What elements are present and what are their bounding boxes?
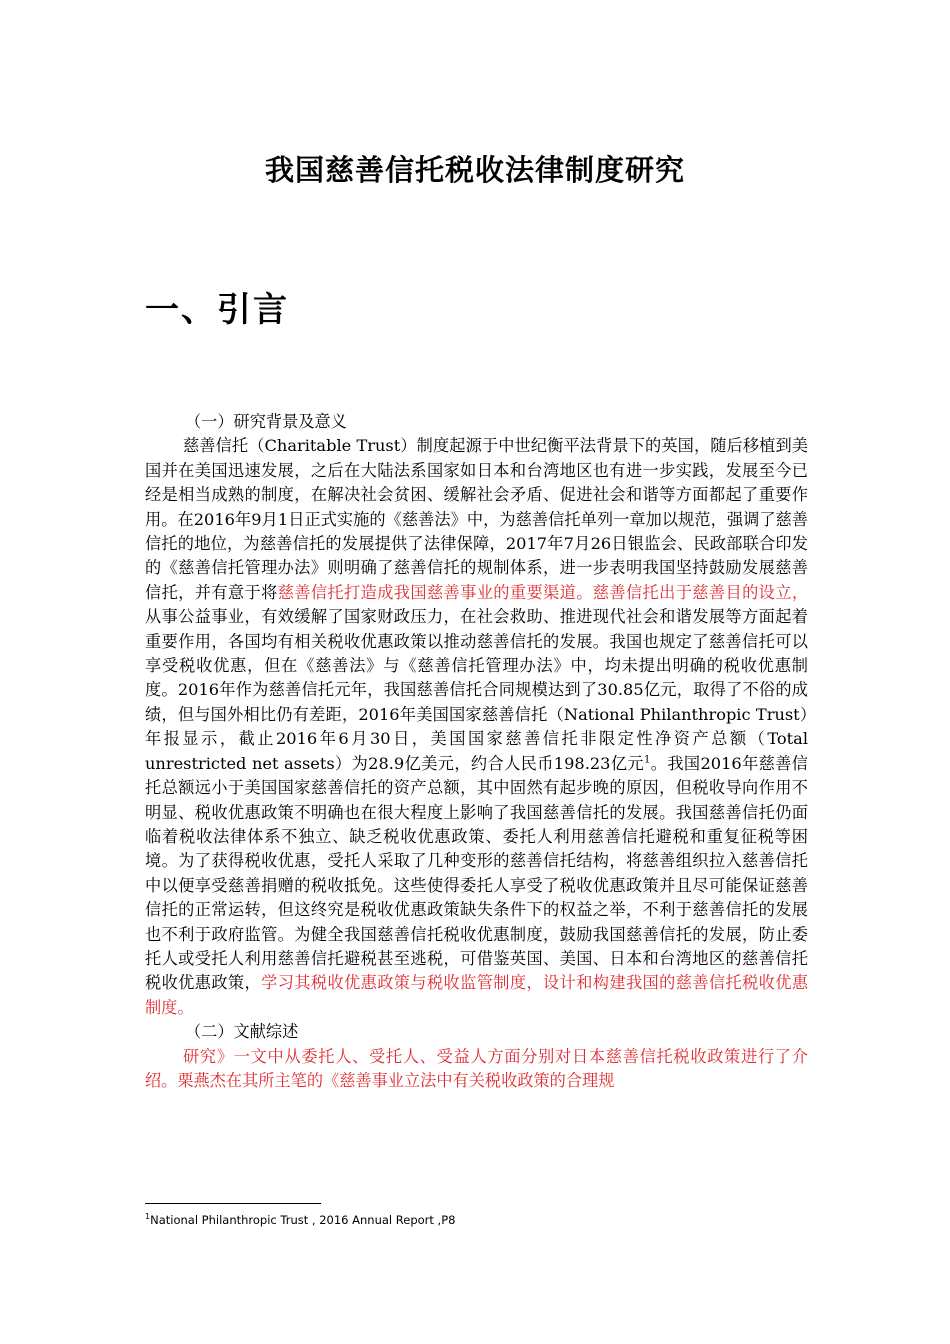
subheading-background: （一）研究背景及意义 (185, 412, 347, 431)
footnote-separator (145, 1203, 321, 1204)
footnote (145, 1212, 455, 1227)
section-heading-introduction: 一、引言 (145, 290, 289, 330)
footnote-number: 1 (145, 1212, 151, 1221)
highlighted-text: 慈善信托打造成我国慈善事业的重要渠道。慈善信托出于慈善目的设立， (277, 582, 809, 602)
paragraph-text: 从事公益事业，有效缓解了国家财政压力，在社会救助、推进现代社会和谐发展等方面起着重要作用，各国均有相关税收优惠政策以推动慈善信托的发展。我国也规定了慈善信托可以享受税收优惠，但在《慈善法》与《慈善信托管理办法》中，均未提出明确的税收优惠制度。2016年作为慈善信托元年，我国慈善信托合同规模达到了30.85亿元，取得了不俗的成绩，但与国外相比仍有差距，2016年美国国家慈善信托（National Philanthropic Trust）年报显示，截止2016年6月30日，美国国家慈善信托非限定性净资产总额（Total unrestricted net assets）为28.9亿美元，约合人民币198.23亿元 (145, 607, 808, 773)
footnote-reference[interactable]: 1 (644, 754, 651, 766)
paragraph-literature-review: 研究》一文中从委托人、受托人、受益人方面分别对日本慈善信托税收政策进行了介绍。栗燕杰在其所主笔的《慈善事业立法中有关税收政策的合理规 (145, 1046, 808, 1090)
paragraph-text: 。我国2016年慈善信托总额远小于美国国家慈善信托的资产总额，其中固然有起步晚的原因，但税收导向作用不明显、税收优惠政策不明确也在很大程度上影响了我国慈善信托的发展。我国慈善信托仍面临着税收法律体系不独立、缺乏税收优惠政策、委托人利用慈善信托避税和重复征税等困境。为了获得税收优惠，受托人采取了几种变形的慈善信托结构，将慈善组织拉入慈善信托中以便享受慈善捐赠的税收抵免。这些使得委托人享受了税收优惠政策并且尽可能保证慈善信托的正常运转，但这终究是税收优惠政策缺失条件下的权益之举，不利于慈善信托的发展也不利于政府监管。为健全我国慈善信托税收优惠制度，鼓励我国慈善信托的发展，防止委托人或受托人利用慈善信托避税甚至逃税，可借鉴英国、美国、日本和台湾地区的慈善信托税收优惠政策， (145, 753, 808, 993)
highlighted-text: 学习其税收优惠政策与税收监管制度，设计和构建我国的慈善信托税收优惠制度。 (145, 973, 809, 1017)
paragraph-text: 慈善信托（Charitable Trust）制度起源于中世纪衡平法背景下的英国，随后移植到美国并在美国迅速发展，之后在大陆法系国家如日本和台湾地区也有进一步实践，发展至今已经是相当成熟的制度，在解决社会贫困、缓解社会矛盾、促进社会和谐等方面都起了重要作用。在2016年9月1日正式实施的《慈善法》中，为慈善信托单列一章加以规范，强调了慈善信托的地位，为慈善信托的发展提供了法律保障，2017年7月26日银监会、民政部联合印发的《慈善信托管理办法》则明确了慈善信托的规制体系，进一步表明我国坚持鼓励发展慈善信托，并有意于将 (145, 436, 808, 602)
subheading-literature-review: （二）文献综述 (185, 1022, 299, 1042)
paragraph-background (145, 434, 808, 1020)
document-title: 我国慈善信托税收法律制度研究 (264, 153, 685, 187)
footnote-text: National Philanthropic Trust , 2016 Annual Report ,P8 (150, 1212, 456, 1227)
body-text (145, 410, 808, 1093)
